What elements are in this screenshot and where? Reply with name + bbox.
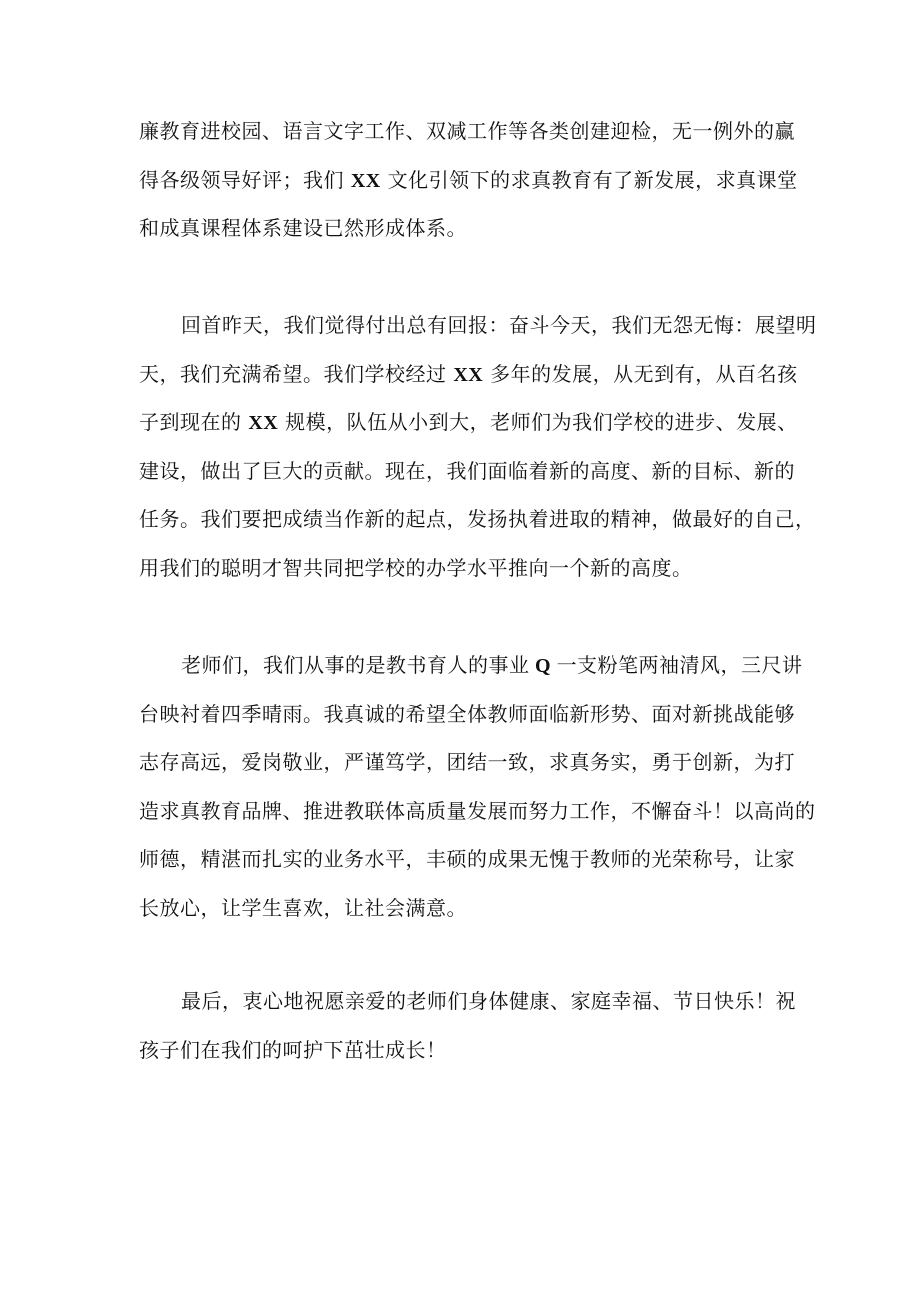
paragraph-line: 廉教育进校园、语言文字工作、双减工作等各类创建迎检，无一例外的赢	[139, 119, 795, 143]
paragraph-line: 回首昨天，我们觉得付出总有回报：奋斗今天，我们无怨无悔：展望明	[181, 313, 817, 337]
paragraph-line: 台映衬着四季晴雨。我真诚的希望全体教师面临新形势、面对新挑战能够	[139, 701, 795, 726]
paragraph-line: 任务。我们要把成绩当作新的起点，发扬执着进取的精神，做最好的自己，	[139, 507, 816, 531]
paragraph-line: 用我们的聪明才智共同把学校的办学水平推向一个新的高度。	[139, 555, 693, 580]
paragraph-line: 老师们，我们从事的是教书育人的事业 Q 一支粉笔两袖清风，三尺讲	[181, 653, 803, 677]
bold-token: XX	[350, 169, 381, 192]
bold-token: XX	[248, 412, 279, 434]
paragraph-line: 孩子们在我们的呵护下茁壮成长！	[139, 1037, 447, 1062]
paragraph-2	[139, 301, 817, 592]
paragraph-3	[139, 641, 816, 932]
paragraph-line: 师德，精湛而扎实的业务水平，丰硕的成果无愧于教师的光荣称号，让家	[139, 847, 795, 871]
paragraph-line: 志存高远，爱岗敬业，严谨笃学，团结一致，求真务实，勇于创新，为打	[139, 750, 795, 774]
paragraph-1	[139, 107, 798, 253]
paragraph-line: 和成真课程体系建设已然形成体系。	[139, 216, 467, 240]
bold-token: Q	[529, 655, 557, 677]
bold-token: XX	[453, 363, 484, 386]
paragraph-4	[139, 977, 796, 1074]
paragraph-line: 子到现在的 XX 规模，队伍从小到大，老师们为我们学校的进步、发展、	[139, 410, 798, 434]
paragraph-line: 天，我们充满希望。我们学校经过 XX 多年的发展，从无到有，从百名孩	[139, 361, 798, 386]
paragraph-line: 最后，衷心地祝愿亲爱的老师们身体健康、家庭幸福、节日快乐！祝	[181, 989, 796, 1013]
paragraph-line: 长放心，让学生喜欢，让社会满意。	[139, 895, 467, 920]
paragraph-line: 建设，做出了巨大的贡献。现在，我们面临着新的高度、新的目标、新的	[139, 458, 795, 483]
paragraph-line: 得各级领导好评；我们 XX 文化引领下的求真教育有了新发展，求真课堂	[139, 167, 798, 192]
paragraph-line: 造求真教育品牌、推进教联体高质量发展而努力工作，不懈奋斗！以高尚的	[139, 798, 816, 823]
